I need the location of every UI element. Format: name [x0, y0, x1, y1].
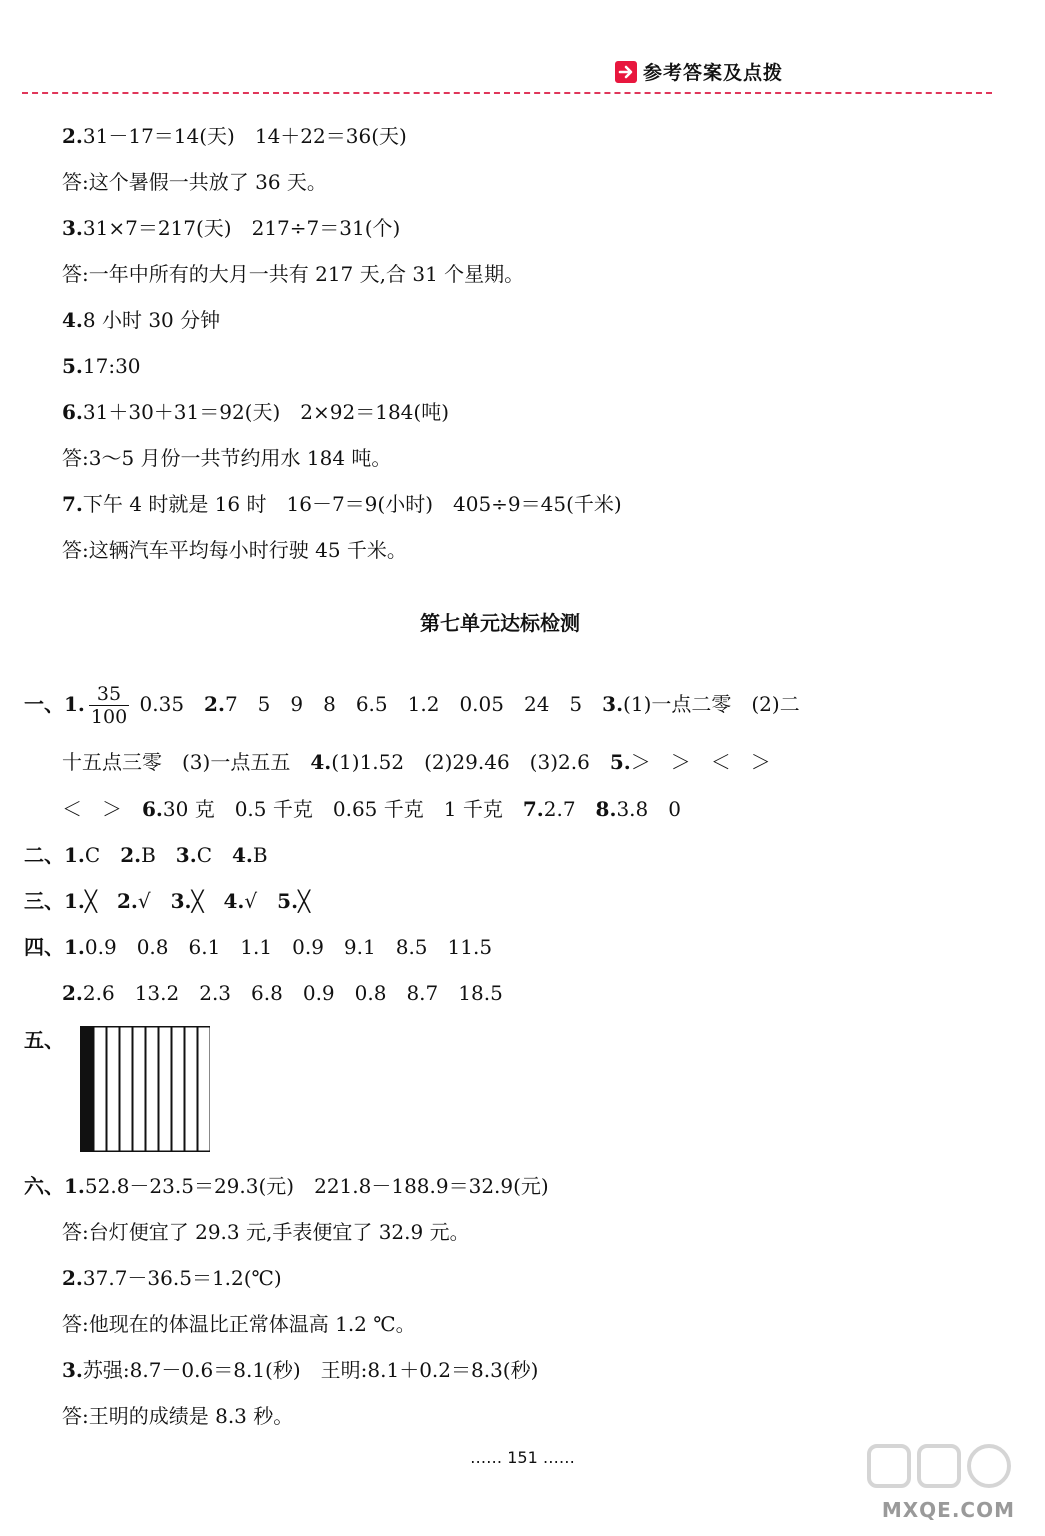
watermark-text: MXQE.COM [881, 1498, 1015, 1522]
empty-bar [133, 1027, 146, 1152]
answer-line: 答:3～5 月份一共节约用水 184 吨。 [62, 446, 392, 470]
answer-line: 答:一年中所有的大月一共有 217 天,合 31 个星期。 [62, 262, 525, 286]
empty-bar [185, 1027, 198, 1152]
answer-line: 3.31×7＝217(天) 217÷7＝31(个) [62, 216, 401, 240]
part2-line: 二、1.C 2.B 3.C 4.B [24, 843, 268, 867]
empty-bar [172, 1027, 185, 1152]
part6-line: 六、1.52.8－23.5＝29.3(元) 221.8－188.9＝32.9(元) [24, 1174, 549, 1198]
empty-bar [94, 1027, 107, 1152]
answer-line: 4.8 小时 30 分钟 [62, 308, 221, 332]
header-title: 参考答案及点拨 [642, 62, 783, 84]
answer-line: 7.下午 4 时就是 16 时 16－7＝9(小时) 405÷9＝45(千米) [62, 492, 622, 516]
fraction-bar-diagram [80, 1026, 210, 1152]
page-header [615, 58, 783, 85]
part6-line: 2.37.7－36.5＝1.2(℃) [62, 1266, 282, 1290]
empty-bar [198, 1027, 210, 1152]
empty-bar [159, 1027, 172, 1152]
empty-bar [120, 1027, 133, 1152]
part4-line1: 四、1.0.9 0.8 6.1 1.1 0.9 9.1 8.5 11.5 [24, 935, 493, 959]
part4-line2: 2.2.6 13.2 2.3 6.8 0.9 0.8 8.7 18.5 [62, 981, 503, 1005]
answer-line: 6.31＋30＋31＝92(天) 2×92＝184(吨) [62, 400, 450, 424]
part1-line3: ＜ ＞ 6.30 克 0.5 千克 0.65 千克 1 千克 7.2.7 8.3.8 0 [62, 797, 681, 821]
part1-line1: 一、1. $\frac{35}{100}$ 0.35 2.7 5 9 8 6.5 1.2 0.05 24 5 3.(1)一点二零 (2)二 [24, 683, 800, 728]
empty-bar [146, 1027, 159, 1152]
answer-line: 2.31－17＝14(天) 14＋22＝36(天) [62, 124, 407, 148]
part6-line: 答:他现在的体温比正常体温高 1.2 ℃。 [62, 1312, 416, 1336]
part5-label: 五、 [24, 1028, 64, 1052]
page-number: …… 151 …… [470, 1448, 575, 1467]
part6-line: 答:台灯便宜了 29.3 元,手表便宜了 32.9 元。 [62, 1220, 470, 1244]
part6-line: 答:王明的成绩是 8.3 秒。 [62, 1404, 294, 1428]
answer-line: 答:这辆汽车平均每小时行驶 45 千米。 [62, 538, 407, 562]
header-divider [22, 92, 992, 94]
answer-line: 答:这个暑假一共放了 36 天。 [62, 170, 327, 194]
answer-line: 5.17:30 [62, 354, 141, 378]
part3-line: 三、1.╳ 2.√ 3.╳ 4.√ 5.╳ [24, 889, 311, 913]
empty-bar [107, 1027, 120, 1152]
part6-line: 3.苏强:8.7－0.6＝8.1(秒) 王明:8.1＋0.2＝8.3(秒) [62, 1358, 539, 1382]
shaded-bar [81, 1027, 94, 1152]
arrow-right-icon [615, 61, 637, 83]
fraction: $\frac{35}{100}$ [90, 683, 128, 728]
section-title: 第七单元达标检测 [420, 611, 580, 635]
part1-line2: 十五点三零 (3)一点五五 4.(1)1.52 (2)29.46 (3)2.6 5.＞ ＞ ＜ ＞ [62, 750, 771, 774]
